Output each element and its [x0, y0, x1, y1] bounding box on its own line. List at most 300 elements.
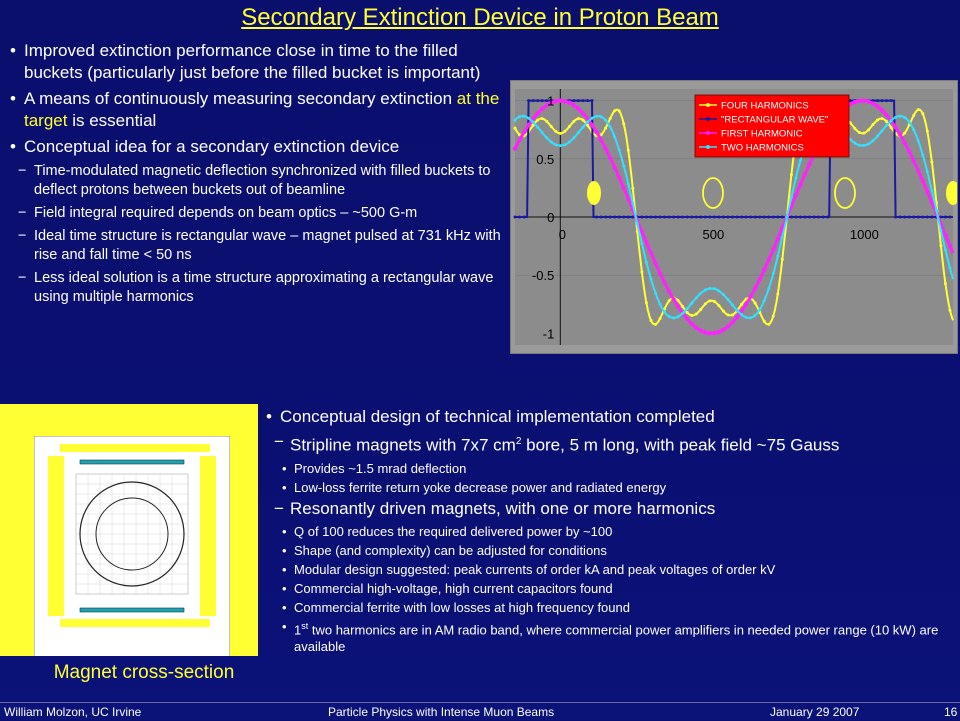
data-point — [559, 132, 562, 135]
data-point — [903, 132, 906, 135]
data-point — [600, 216, 603, 219]
data-point — [731, 216, 734, 219]
data-point — [581, 119, 584, 122]
data-point — [644, 240, 648, 244]
data-point — [703, 330, 707, 334]
bullet-text: A means of continuously measuring secondary extinction — [24, 89, 457, 108]
data-point — [594, 130, 598, 134]
right-bullet-list — [264, 406, 956, 657]
data-point — [717, 216, 720, 219]
magnet-caption: Magnet cross-section — [53, 662, 235, 683]
data-point — [722, 293, 725, 296]
data-point — [881, 99, 884, 102]
data-point — [890, 119, 893, 122]
data-point — [645, 301, 648, 304]
data-point — [899, 216, 902, 219]
data-point — [813, 216, 816, 219]
data-point — [690, 322, 694, 326]
data-point — [948, 244, 952, 248]
data-point — [853, 100, 857, 104]
data-point — [893, 125, 897, 129]
data-point — [527, 117, 530, 120]
data-point — [618, 149, 621, 152]
y-tick-label: 0.5 — [536, 151, 555, 167]
superscript: st — [301, 620, 309, 631]
data-point — [736, 309, 739, 312]
data-point — [921, 216, 924, 219]
data-point — [654, 216, 657, 219]
detail-item: • Commercial high-voltage, high current capacitors found — [264, 580, 956, 597]
data-point — [794, 216, 797, 219]
data-point — [926, 170, 929, 173]
data-point — [930, 216, 933, 219]
data-point — [653, 261, 657, 265]
sub-bullet: − Ideal time structure is rectangular wave – magnet pulsed at 731 kHz with rise and fall time < 50 ns — [8, 227, 508, 265]
data-point — [600, 115, 603, 118]
data-point — [713, 300, 716, 303]
pole-bottom — [60, 619, 210, 627]
chart-svg — [511, 81, 957, 353]
legend-marker — [706, 117, 710, 121]
detail-item: • Commercial ferrite with low losses at high frequency found — [264, 599, 956, 616]
data-point — [885, 120, 888, 123]
data-point — [535, 111, 539, 115]
data-point — [640, 242, 643, 245]
data-point — [902, 141, 906, 145]
stripline-top — [80, 460, 184, 464]
data-point — [708, 331, 712, 335]
data-point — [522, 130, 526, 134]
data-point — [654, 292, 657, 295]
data-point — [721, 328, 725, 332]
data-point — [916, 169, 920, 173]
data-point — [514, 119, 517, 122]
data-point — [708, 299, 711, 302]
data-point — [785, 216, 788, 219]
data-point — [686, 311, 689, 314]
data-point — [740, 216, 743, 219]
data-point — [540, 107, 544, 111]
data-point — [876, 99, 879, 102]
data-point — [881, 117, 884, 120]
data-point — [745, 216, 748, 219]
data-point — [899, 115, 902, 118]
data-point — [649, 277, 652, 280]
data-point — [790, 195, 793, 198]
data-point — [763, 216, 766, 219]
magnet-cross-section — [0, 404, 258, 656]
data-point — [803, 172, 807, 176]
data-point — [880, 108, 884, 112]
data-point — [771, 247, 775, 251]
legend-marker — [706, 131, 710, 135]
filled-bucket-marker — [587, 181, 601, 205]
sub-bullet-stripline — [264, 431, 956, 457]
bullet-text: Stripline magnets with 7x7 cm — [290, 435, 516, 455]
data-point — [921, 179, 925, 183]
data-point — [939, 244, 942, 247]
data-point — [726, 298, 729, 301]
slide-title: Secondary Extinction Device in Proton Beam — [241, 4, 719, 31]
data-point — [577, 131, 580, 134]
data-point — [925, 189, 929, 193]
x-tick-label: 0 — [558, 227, 566, 242]
data-point — [563, 130, 566, 133]
data-point — [944, 216, 947, 219]
data-point — [568, 125, 571, 128]
data-point — [649, 216, 652, 219]
data-point — [591, 117, 594, 120]
data-point — [754, 314, 757, 317]
data-point — [595, 216, 598, 219]
detail-item: • Low-loss ferrite return yoke decrease power and radiated energy — [264, 479, 956, 496]
data-point — [685, 317, 689, 321]
data-point — [917, 108, 920, 111]
data-point — [726, 216, 729, 219]
data-point — [944, 248, 947, 251]
data-point — [944, 282, 947, 285]
data-point — [645, 216, 648, 219]
data-point — [772, 315, 775, 318]
data-point — [758, 216, 761, 219]
data-point — [894, 116, 897, 119]
data-point — [699, 328, 703, 332]
legend-label: FOUR HARMONICS — [721, 100, 809, 112]
data-point — [867, 128, 870, 131]
data-point — [862, 144, 865, 147]
data-point — [763, 320, 766, 323]
footer-author: William Molzon, UC Irvine — [4, 705, 142, 719]
data-point — [541, 99, 544, 102]
data-point — [681, 216, 684, 219]
footer — [0, 702, 960, 721]
data-point — [672, 216, 675, 219]
y-tick-label: -0.5 — [531, 268, 555, 284]
data-point — [695, 216, 698, 219]
data-point — [735, 315, 739, 319]
highlight-text: at the target — [24, 89, 500, 130]
data-point — [881, 129, 884, 132]
data-point — [636, 222, 639, 225]
data-point — [591, 99, 594, 102]
data-point — [545, 136, 548, 139]
data-point — [713, 287, 716, 290]
data-point — [622, 186, 626, 190]
detail-item: • Modular design suggested: peak currents of order kA and peak voltages of order kV — [264, 561, 956, 578]
data-point — [757, 277, 761, 281]
y-tick-label: -1 — [542, 326, 555, 342]
data-point — [608, 156, 612, 160]
data-point — [808, 216, 811, 219]
detail-item: • Q of 100 reduces the required delivered power by ~100 — [264, 523, 956, 540]
data-point — [704, 216, 707, 219]
data-point — [572, 99, 575, 102]
data-point — [730, 320, 734, 324]
data-point — [867, 142, 870, 145]
data-point — [604, 119, 607, 122]
data-point — [541, 117, 544, 120]
data-point — [763, 299, 766, 302]
data-point — [884, 113, 888, 117]
data-point — [658, 216, 661, 219]
data-point — [930, 161, 933, 164]
data-point — [627, 216, 630, 219]
data-point — [762, 268, 766, 272]
data-point — [622, 122, 625, 125]
detail-item: • Provides ~1.5 mrad deflection — [264, 460, 956, 477]
data-point — [514, 127, 517, 130]
data-point — [754, 302, 757, 305]
data-point — [917, 139, 920, 142]
data-point — [554, 143, 557, 146]
data-point — [817, 216, 820, 219]
data-point — [908, 121, 911, 124]
data-point — [586, 99, 589, 102]
data-point — [948, 267, 951, 270]
data-point — [939, 229, 942, 232]
data-point — [890, 99, 893, 102]
data-point — [640, 216, 643, 219]
data-point — [613, 135, 616, 138]
data-point — [799, 159, 802, 162]
data-point — [581, 99, 584, 102]
data-point — [667, 289, 671, 293]
data-point — [917, 216, 920, 219]
y-tick-label: 1 — [547, 93, 555, 109]
data-point — [866, 99, 870, 103]
data-point — [526, 123, 530, 127]
data-point — [690, 302, 693, 305]
data-point — [803, 216, 806, 219]
x-tick-label: 1000 — [849, 227, 879, 242]
data-point — [577, 99, 580, 102]
data-point — [767, 323, 770, 326]
data-point — [668, 216, 671, 219]
data-point — [807, 162, 811, 166]
data-point — [627, 149, 630, 152]
legend-marker — [706, 103, 710, 107]
data-point — [572, 136, 575, 139]
sub-bullet-resonant: − Resonantly driven magnets, with one or more harmonics — [264, 498, 956, 520]
data-point — [690, 314, 693, 317]
data-point — [853, 127, 856, 130]
data-point — [744, 302, 748, 306]
yoke-top — [34, 404, 230, 436]
data-point — [930, 189, 933, 192]
footer-page-number: 16 — [944, 705, 958, 719]
data-point — [581, 126, 584, 129]
data-point — [890, 126, 893, 129]
data-point — [754, 216, 757, 219]
superscript: 2 — [515, 436, 522, 447]
data-point — [912, 114, 915, 117]
data-point — [586, 121, 589, 124]
data-point — [672, 316, 675, 319]
data-point — [545, 120, 548, 123]
data-point — [622, 216, 625, 219]
data-point — [722, 310, 725, 313]
data-point — [767, 258, 771, 262]
data-point — [514, 216, 517, 219]
data-point — [694, 325, 698, 329]
data-point — [559, 144, 562, 147]
bullet-extinction-performance: • Improved extinction performance close in time to the filled buckets (particularly just before the filled bucket is important) — [8, 40, 508, 84]
data-point — [875, 104, 879, 108]
data-point — [699, 292, 702, 295]
data-point — [921, 112, 924, 115]
data-point — [677, 216, 680, 219]
data-point — [745, 316, 748, 319]
data-point — [826, 216, 829, 219]
data-point — [948, 216, 951, 219]
data-point — [794, 193, 798, 197]
data-point — [541, 131, 544, 134]
data-point — [731, 303, 734, 306]
data-point — [640, 270, 643, 273]
data-point — [717, 330, 721, 334]
bullet-text: is essential — [67, 111, 157, 130]
data-point — [894, 216, 897, 219]
data-point — [798, 182, 802, 186]
data-point — [568, 140, 571, 143]
data-point — [532, 99, 535, 102]
data-point — [853, 142, 856, 145]
data-point — [590, 123, 594, 127]
data-point — [876, 135, 879, 138]
data-point — [717, 304, 720, 307]
data-point — [658, 303, 661, 306]
data-point — [626, 197, 630, 201]
data-point — [649, 251, 653, 255]
data-point — [943, 233, 947, 237]
data-point — [713, 216, 716, 219]
data-point — [603, 146, 607, 150]
sub-bullet: − Field integral required depends on beam optics – ~500 G-m — [8, 204, 508, 223]
data-point — [781, 236, 784, 239]
data-point — [518, 216, 521, 219]
y-tick-label: 0 — [547, 210, 555, 225]
pole-top — [60, 444, 210, 452]
data-point — [645, 261, 648, 264]
data-point — [781, 258, 784, 261]
data-point — [758, 308, 761, 311]
data-point — [885, 124, 888, 127]
data-point — [658, 271, 662, 275]
data-point — [523, 216, 526, 219]
pole-left — [48, 456, 64, 616]
footer-date: January 29 2007 — [770, 705, 860, 719]
data-point — [740, 313, 743, 316]
data-point — [907, 149, 911, 153]
data-point — [550, 125, 553, 128]
data-point — [790, 173, 793, 176]
data-point — [704, 289, 707, 292]
data-point — [686, 216, 689, 219]
data-point — [695, 296, 698, 299]
data-point — [609, 125, 612, 128]
stripline-bottom — [80, 608, 184, 612]
data-point — [595, 115, 598, 118]
data-point — [572, 120, 575, 123]
data-point — [749, 316, 752, 319]
sub-bullet: − Less ideal solution is a time structure approximating a rectangular wave using multiple harmonics — [8, 269, 508, 307]
data-point — [523, 115, 526, 118]
yoke-left — [0, 404, 34, 656]
data-point — [536, 99, 539, 102]
data-point — [563, 143, 566, 146]
pole-right — [200, 456, 216, 616]
data-point — [858, 144, 861, 147]
data-point — [654, 323, 657, 326]
data-point — [558, 98, 562, 102]
data-point — [871, 101, 875, 105]
data-point — [663, 310, 666, 313]
data-point — [671, 297, 675, 301]
data-point — [668, 315, 671, 318]
data-point — [862, 98, 866, 102]
data-point — [903, 116, 906, 119]
data-point — [926, 216, 929, 219]
data-point — [908, 216, 911, 219]
data-point — [527, 99, 530, 102]
data-point — [532, 121, 535, 124]
data-point — [948, 309, 951, 312]
magnet-drawing — [0, 404, 258, 656]
footer-talk-title: Particle Physics with Intense Muon Beams — [328, 705, 555, 719]
data-point — [726, 324, 730, 328]
bullet-conceptual-design: • Conceptual design of technical implementation completed — [264, 406, 956, 428]
data-point — [781, 216, 784, 219]
data-point — [677, 299, 680, 302]
data-point — [618, 216, 621, 219]
data-point — [550, 140, 553, 143]
data-point — [736, 216, 739, 219]
data-point — [717, 289, 720, 292]
data-point — [776, 255, 779, 258]
data-point — [708, 287, 711, 290]
data-point — [604, 127, 607, 130]
data-point — [740, 303, 743, 306]
bullet-conceptual-idea: • Conceptual idea for a secondary extinction device — [8, 136, 508, 158]
data-point — [536, 126, 539, 129]
data-point — [708, 216, 711, 219]
x-tick-label: 500 — [702, 227, 725, 242]
data-point — [749, 216, 752, 219]
data-point — [513, 146, 517, 150]
data-point — [871, 123, 874, 126]
data-point — [613, 109, 616, 112]
data-point — [862, 132, 865, 135]
data-point — [618, 109, 621, 112]
legend-label: FIRST HARMONIC — [721, 128, 803, 140]
data-point — [876, 119, 879, 122]
legend-label: TWO HARMONICS — [721, 142, 804, 154]
data-point — [704, 303, 707, 306]
data-point — [536, 119, 539, 122]
data-point — [912, 128, 915, 131]
left-bullet-list — [8, 40, 508, 311]
data-point — [572, 103, 576, 107]
data-point — [767, 216, 770, 219]
data-point — [612, 165, 616, 169]
data-point — [567, 100, 571, 104]
data-point — [622, 164, 625, 167]
data-point — [604, 216, 607, 219]
data-point — [772, 272, 775, 275]
bullet-text: bore, 5 m long, with peak field ~75 Gauss — [521, 435, 840, 455]
bullet-measuring-extinction — [8, 88, 508, 132]
data-point — [753, 286, 757, 290]
